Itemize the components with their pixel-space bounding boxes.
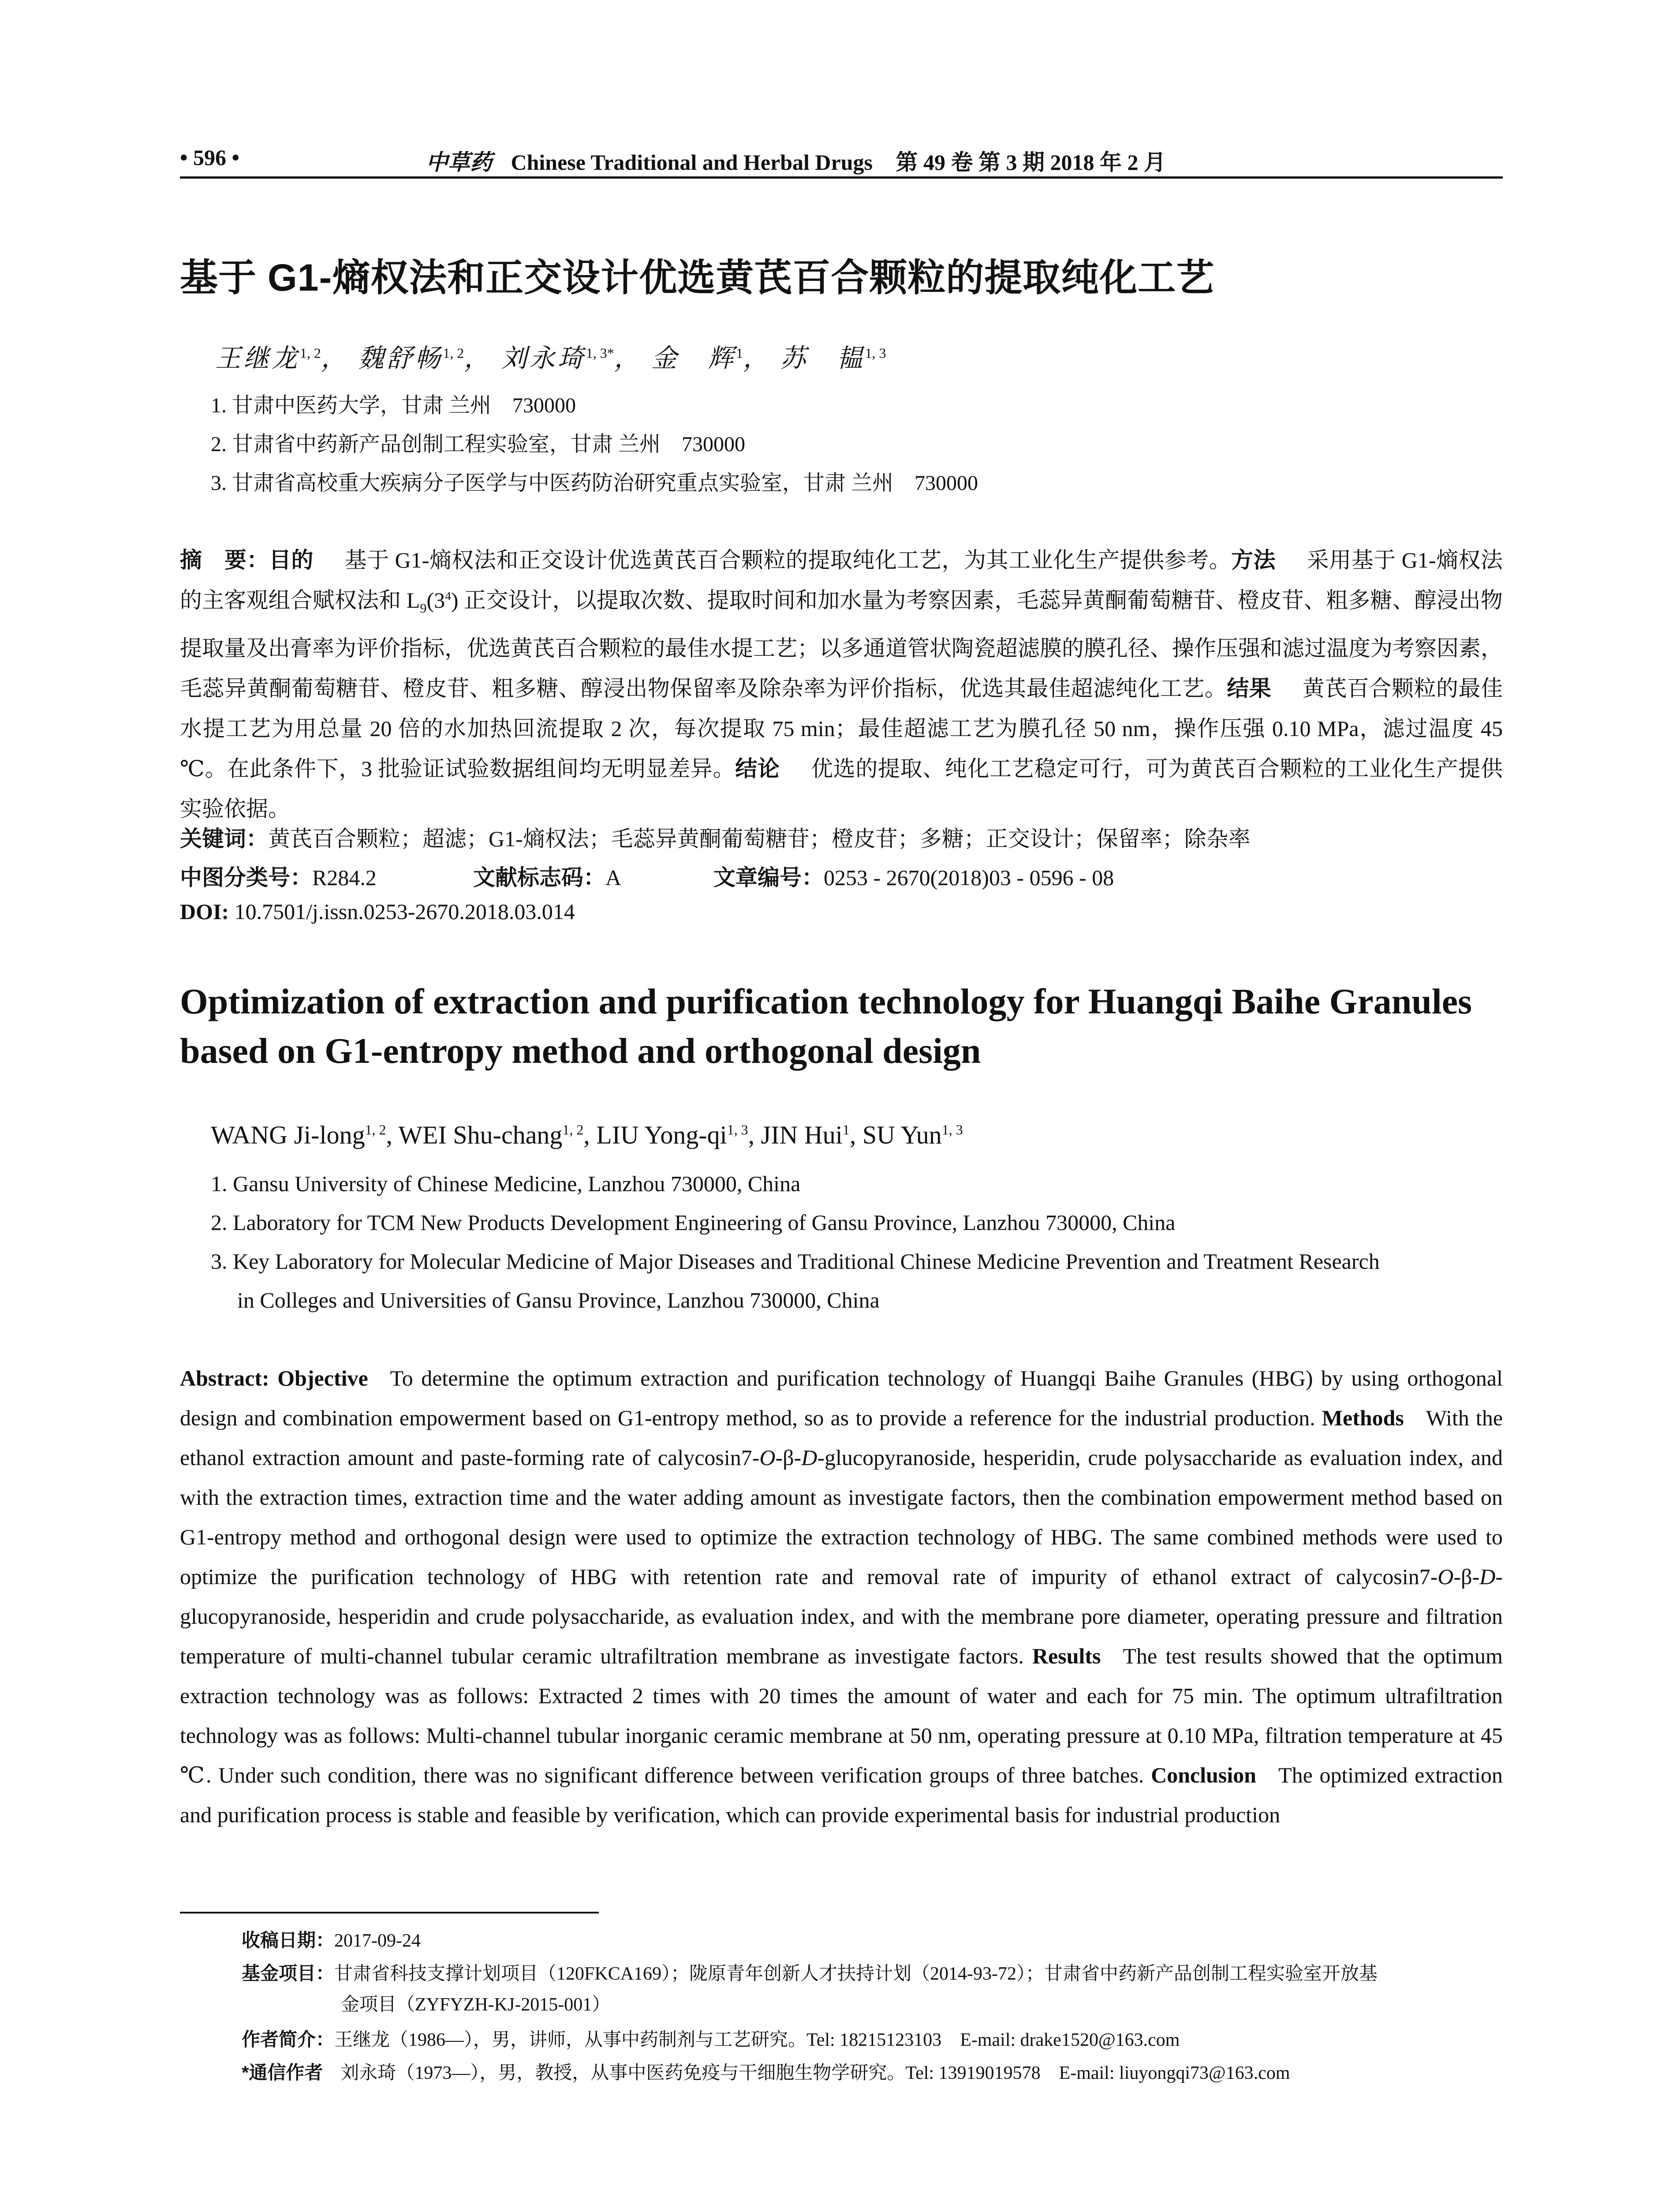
footnote-fund <box>242 1958 1503 2020</box>
doi-label: DOI: <box>180 899 229 924</box>
affiliation-en-3: 3. Key Laboratory for Molecular Medicine of Major Diseases and Traditional Chinese Medicine Prevention and Treatment Research <box>211 1249 1380 1274</box>
abstract-objective-label-en: Abstract: Objective <box>180 1366 368 1390</box>
fund-text-cont: 金项目（ZYFYZH-KJ-2015-001） <box>341 1995 611 2015</box>
methods-text-en: With the ethanol extraction amount and paste-forming rate of calycosin7- <box>180 1405 1503 1470</box>
affiliation-cn-2: 2. 甘肃省中药新产品创制工程实验室，甘肃 兰州 730000 <box>211 433 746 456</box>
author-en: JIN Hui <box>761 1121 843 1149</box>
authors-cn: 王继龙$^{1, 2}$， 魏舒畅$^{1, 2}$， 刘永琦$^{1, 3*}$， 金 辉$^1$， 苏 韫$^{1, 3}$ <box>215 344 886 373</box>
methods-italic-d: D <box>801 1445 818 1470</box>
author-sup: 1, 3 <box>727 1122 748 1138</box>
methods-text: 采用基于 G1-熵权法的主客观组合赋权法和 L <box>180 548 1503 613</box>
methods-superscript: 4 <box>445 589 451 603</box>
doi-value: 10.7501/j.issn.0253-2670.2018.03.014 <box>234 899 575 924</box>
authors-en: WANG Ji-long$^{1, 2}$, WEI Shu-chang$^{1, 2}$, LIU Yong-qi$^{1, 3}$, JIN Hui$^1$, SU Yun$^{1, 3}$ <box>211 1121 963 1149</box>
author-sup: 1, 3 <box>865 345 886 361</box>
footnote-corresponding <box>242 2057 1503 2089</box>
doc-code-value: A <box>605 865 622 890</box>
corresponding-text: 刘永琦（1973—），男，教授，从事中医药免疫与干细胞生物学研究。Tel: 13919019578 E-mail: liuyongqi73@163.com <box>340 2063 1290 2083</box>
title-en: Optimization of extraction and purification technology for Huangqi Baihe Granules based on G1-entropy method and orthogonal design <box>180 981 1472 1071</box>
methods-subscript: 9 <box>420 601 427 616</box>
methods-italic-d: D <box>1479 1564 1496 1589</box>
conclusion-text-en: The optimized extraction and purification process is stable and feasible by verification, which can provide experimental basis for industrial production <box>180 1763 1503 1827</box>
journal-name-en: Chinese Traditional and Herbal Drugs <box>511 150 873 175</box>
methods-text-en: -β- <box>775 1445 802 1470</box>
clc-value: R284.2 <box>312 865 377 890</box>
methods-italic-o: O <box>759 1445 776 1470</box>
author-sup: 1, 2 <box>562 1122 584 1138</box>
author-cn: 魏舒畅 <box>358 344 443 373</box>
affiliation-cn-1: 1. 甘肃中医药大学，甘肃 兰州 730000 <box>211 394 576 417</box>
author-en: WEI Shu-chang <box>398 1121 563 1149</box>
author-sup: 1 <box>736 345 743 361</box>
objective-label: 目的 <box>269 548 314 572</box>
objective-text: 基于 G1-熵权法和正交设计优选黄芪百合颗粒的提取纯化工艺，为其工业化生产提供参考。 <box>344 548 1232 572</box>
author-sup: 1, 2 <box>300 345 321 361</box>
author-sup: 1, 3* <box>586 345 614 361</box>
affiliation-en-3-cont: in Colleges and Universities of Gansu Province, Lanzhou 730000, China <box>237 1288 880 1312</box>
received-label: 收稿日期： <box>242 1930 335 1951</box>
keywords-label: 关键词： <box>180 826 268 851</box>
corresponding-label: *通信作者 <box>242 2062 323 2083</box>
methods-text: (3 <box>426 588 445 613</box>
affiliation-cn-3: 3. 甘肃省高校重大疾病分子医学与中医药防治研究重点实验室，甘肃 兰州 730000 <box>211 471 978 495</box>
author-sup: 1, 3 <box>941 1122 963 1138</box>
author-cn: 苏 韫 <box>780 344 865 373</box>
keywords-cn <box>180 821 1503 853</box>
objective-text-en: To determine the optimum extraction and purification technology of Huangqi Baihe Granules (HBG) by using orthogonal design and combination empowerment based on G1-entropy method, so as to provide a reference for the industrial production. <box>180 1366 1503 1430</box>
author-en: LIU Yong-qi <box>596 1121 727 1149</box>
classification-row <box>180 860 1114 892</box>
abstract-cn <box>180 540 1503 829</box>
journal-name-cn: 中草药 <box>426 150 492 175</box>
affiliation-en-2: 2. Laboratory for TCM New Products Development Engineering of Gansu Province, Lanzhou 730000, China <box>211 1210 1176 1235</box>
clc-label: 中图分类号： <box>180 865 312 890</box>
article-no-value: 0253 - 2670(2018)03 - 0596 - 08 <box>824 865 1114 890</box>
conclusion-text: 优选的提取、纯化工艺稳定可行，可为黄芪百合颗粒的工业化生产提供实验依据。 <box>180 756 1503 821</box>
results-label: 结果 <box>1227 676 1272 701</box>
article-no-label: 文章编号： <box>713 865 824 890</box>
author-sup: 1, 2 <box>365 1122 386 1138</box>
conclusion-label-en: Conclusion <box>1151 1763 1257 1787</box>
footnote-rule <box>180 1912 599 1913</box>
received-value: 2017-09-24 <box>334 1931 421 1951</box>
affiliations-en <box>211 1164 1503 1319</box>
footnote-author <box>242 2024 1503 2056</box>
affiliation-en-1: 1. Gansu University of Chinese Medicine, Lanzhou 730000, China <box>211 1171 801 1196</box>
running-header <box>180 140 1503 176</box>
methods-text-en: -glucopyranoside, hesperidin and crude polysaccharide, as evaluation index, and with the membrane pore diameter, operating pressure and filtration temperature of multi-channel tubular ceramic ultrafiltration membrane as investigate factors. <box>180 1564 1503 1668</box>
author-bio-label: 作者简介： <box>242 2029 335 2050</box>
issue-info: 第 49 卷 第 3 期 2018 年 2 月 <box>896 150 1166 175</box>
doc-code-label: 文献标志码： <box>473 865 605 890</box>
conclusion-label: 结论 <box>735 756 780 781</box>
author-cn: 王继龙 <box>215 344 300 373</box>
author-sup: 1 <box>842 1122 850 1138</box>
author-cn: 刘永琦 <box>501 344 586 373</box>
author-cn: 金 辉 <box>651 344 736 373</box>
footnote-received <box>242 1925 1503 1956</box>
results-text: 黄芪百合颗粒的最佳水提工艺为用总量 20 倍的水加热回流提取 2 次，每次提取 75 min；最佳超滤工艺为膜孔径 50 nm，操作压强 0.10 MPa，滤过温度 45 ℃。在此条件下，3 批验证试验数据组间均无明显差异。 <box>180 676 1503 781</box>
methods-text-en: -β- <box>1453 1564 1480 1589</box>
author-en: SU Yun <box>862 1121 942 1149</box>
methods-text-en: -glucopyranoside, hesperidin, crude polysaccharide as evaluation index, and with the extraction times, extraction time and the water adding amount as investigate factors, then the combination empowerment method based on G1-entropy method and orthogonal design were used to optimize the extraction technology of HBG. The same combined methods were used to optimize the purification technology of HBG with retention rate and removal rate of impurity of ethanol extract of calycosin7- <box>180 1445 1503 1589</box>
doi-line <box>180 899 575 924</box>
title-cn: 基于 G1-熵权法和正交设计优选黄芪百合颗粒的提取纯化工艺 <box>180 257 1215 299</box>
keywords-text: 黄芪百合颗粒；超滤；G1-熵权法；毛蕊异黄酮葡萄糖苷；橙皮苷；多糖；正交设计；保留率；除杂率 <box>268 826 1251 851</box>
author-sup: 1, 2 <box>443 345 464 361</box>
fund-label: 基金项目： <box>242 1963 335 1984</box>
methods-label: 方法 <box>1231 548 1276 572</box>
methods-text: ) 正交设计，以提取次数、提取时间和加水量为考察因素，毛蕊异黄酮葡萄糖苷、橙皮苷、粗多糖、醇浸出物提取量及出膏率为评价指标，优选黄芪百合颗粒的最佳水提工艺；以多通道管状陶瓷超滤膜的膜孔径、操作压强和滤过温度为考察因素，毛蕊异黄酮葡萄糖苷、橙皮苷、粗多糖、醇浸出物保留率及除杂率为评价指标，优选其最佳超滤纯化工艺。 <box>180 588 1503 701</box>
methods-italic-o: O <box>1437 1564 1454 1589</box>
methods-label-en: Methods <box>1322 1405 1404 1430</box>
page-number: • 596 • <box>180 145 240 170</box>
author-en: WANG Ji-long <box>211 1121 365 1149</box>
author-bio-text: 王继龙（1986—），男，讲师，从事中药制剂与工艺研究。Tel: 18215123103 E-mail: drake1520@163.com <box>334 2030 1180 2050</box>
fund-text: 甘肃省科技支撑计划项目（120FKCA169）；陇原青年创新人才扶持计划（2014-93-72）；甘肃省中药新产品创制工程实验室开放基 <box>334 1964 1378 1984</box>
abstract-label: 摘 要： <box>180 548 269 572</box>
results-label-en: Results <box>1032 1644 1101 1668</box>
abstract-en <box>180 1358 1503 1835</box>
results-text-en: The test results showed that the optimum extraction technology was as follows: Extracted 2 times with 20 times the amount of water and each for 75 min. The optimum ultrafiltration technology was as follows: Multi-channel tubular inorganic ceramic membrane at 50 nm, operating pressure at 0.10 MPa, filtration temperature at 45 ℃. Under such condition, there was no significant difference between verification groups of three batches. <box>180 1644 1503 1787</box>
header-rule <box>180 176 1503 179</box>
